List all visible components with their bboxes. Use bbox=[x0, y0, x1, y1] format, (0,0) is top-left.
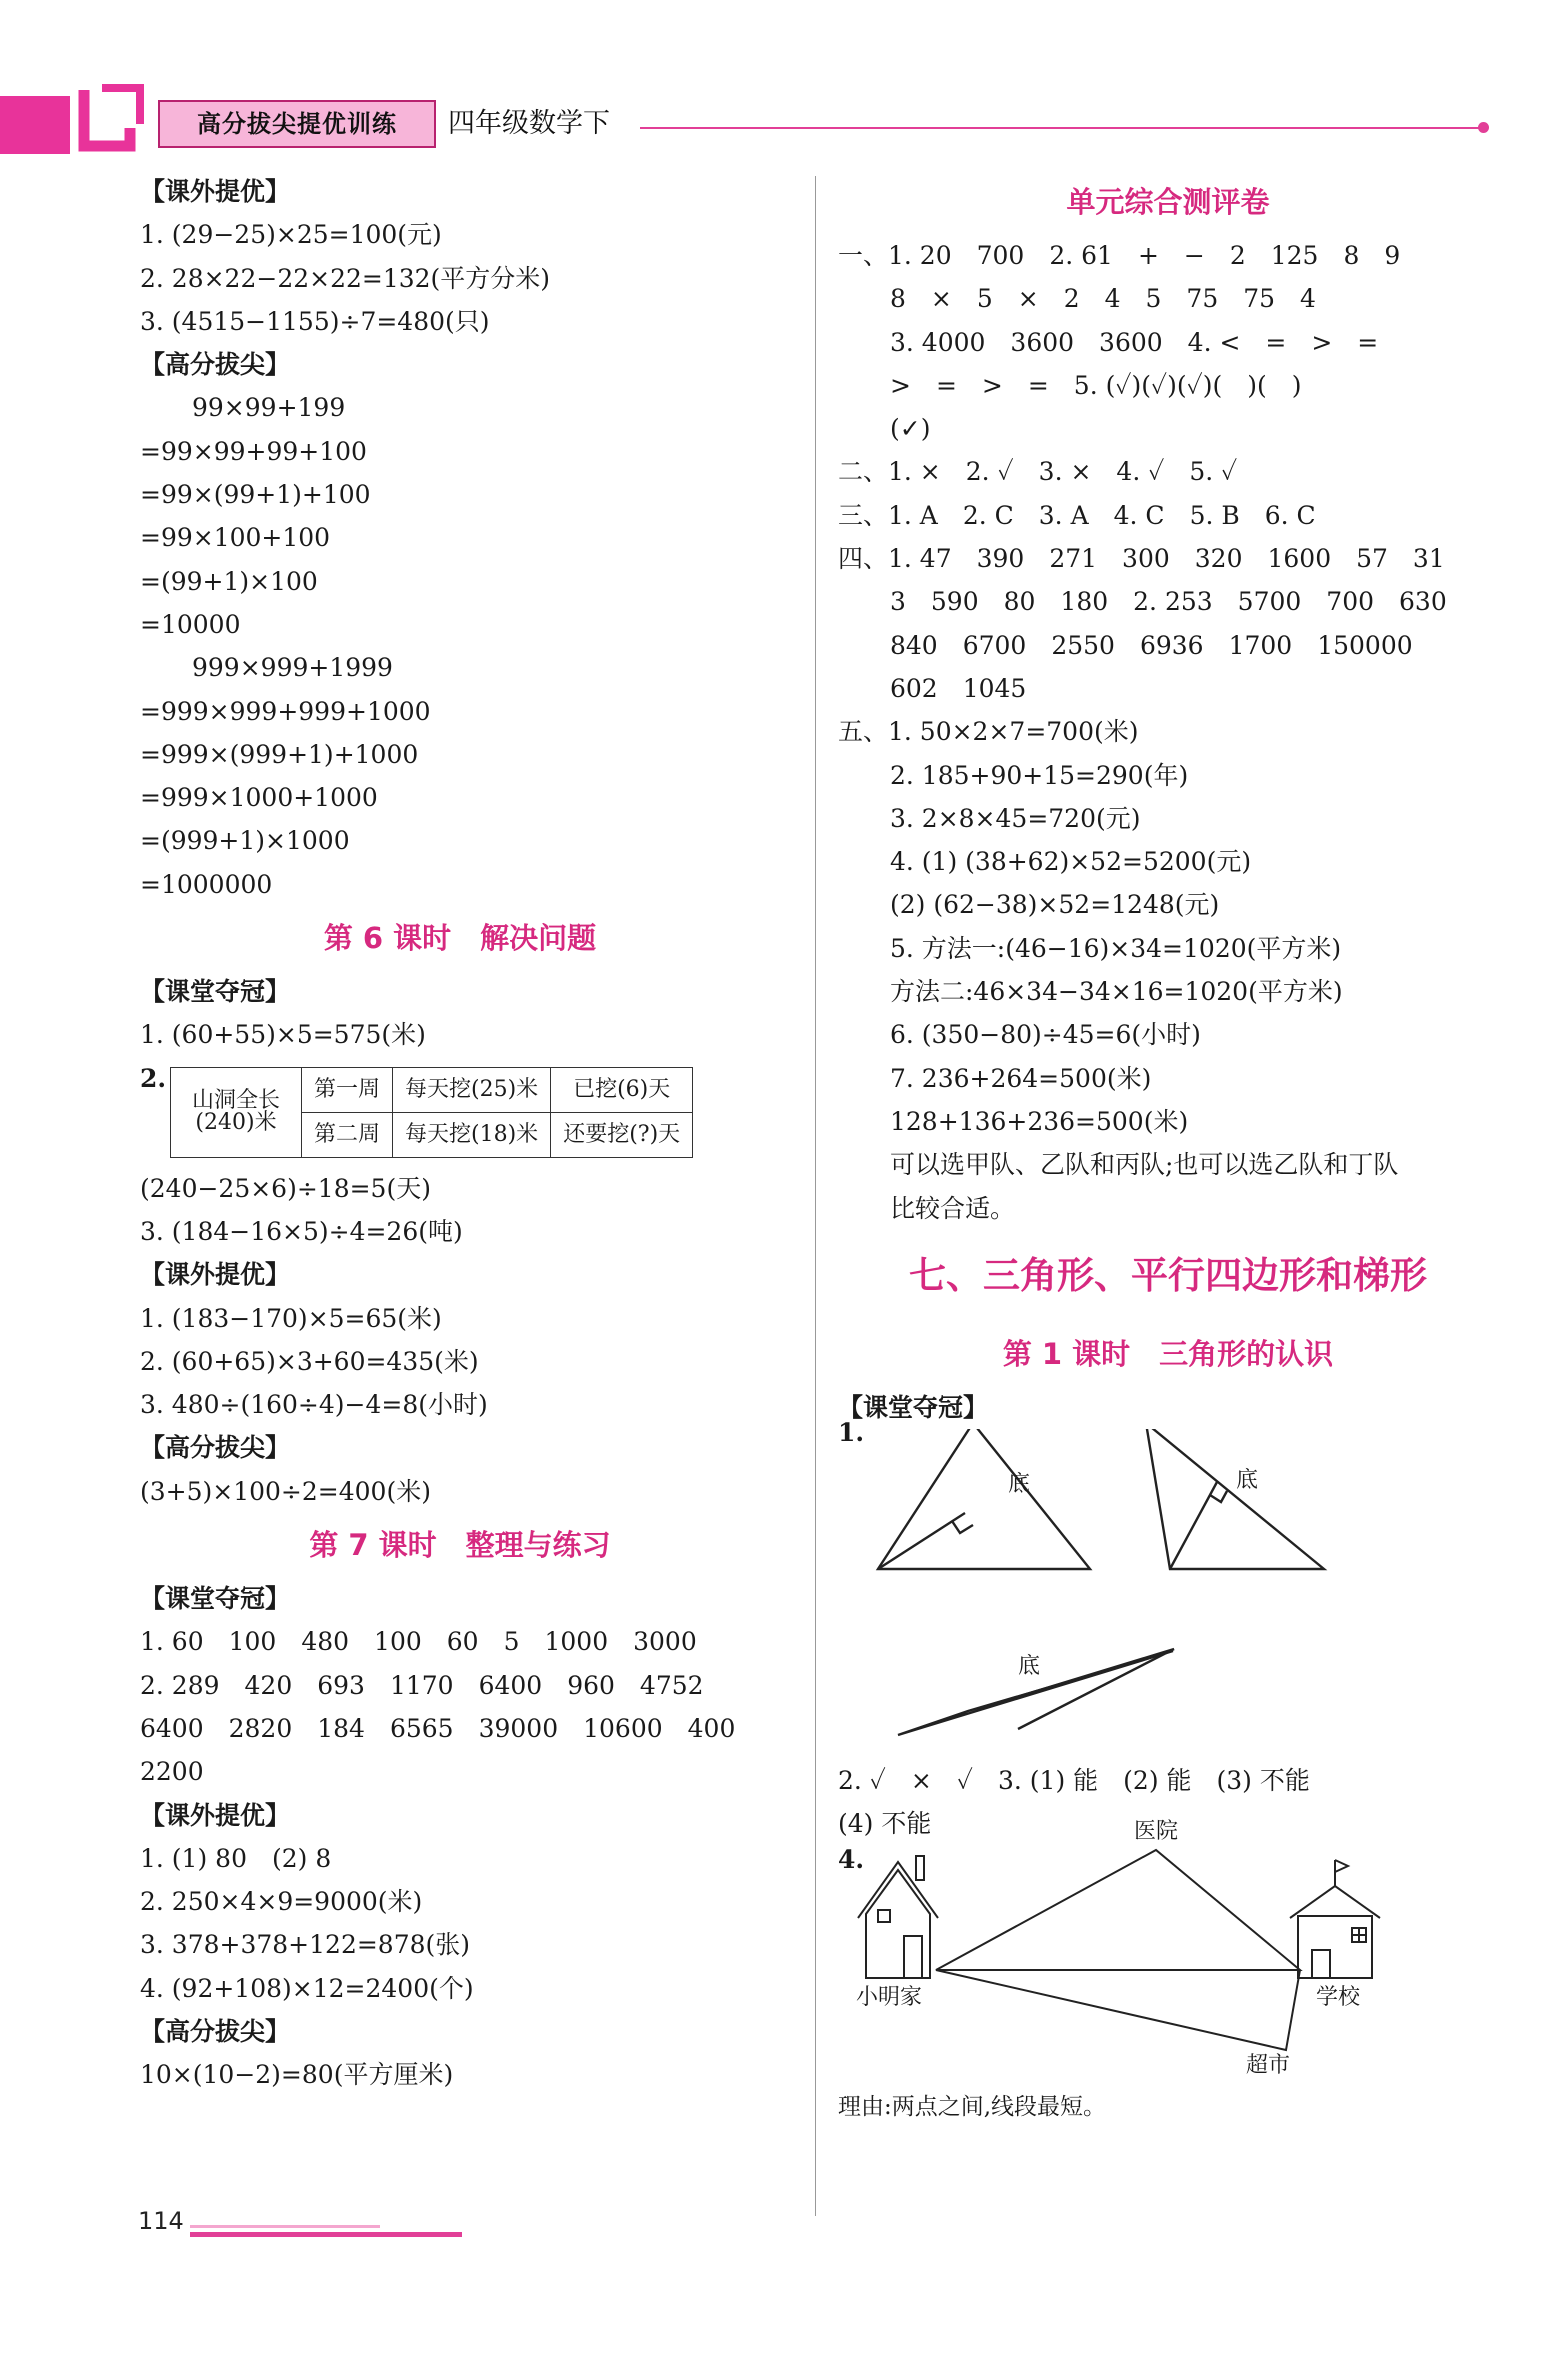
answer-line: 2. 28×22−22×22=132(平方分米) bbox=[140, 263, 551, 293]
calc-line: =999×1000+1000 bbox=[140, 783, 378, 813]
calc-line: =10000 bbox=[140, 609, 241, 639]
table-cell-total bbox=[171, 1067, 302, 1157]
table-cell-days: 还要挖(?)天 bbox=[551, 1112, 693, 1157]
answer-line: 10×(10−2)=80(平方厘米) bbox=[140, 2060, 454, 2090]
lesson-title: 第 1 课时 三角形的认识 bbox=[1002, 1336, 1334, 1371]
answer-line: 840 6700 2550 6936 1700 150000 bbox=[890, 630, 1413, 660]
answer-line: 1. 60 100 480 100 60 5 1000 3000 bbox=[140, 1627, 697, 1657]
reason-line: 理由:两点之间,线段最短。 bbox=[838, 2093, 1107, 2120]
section-heading: 【课外提优】 bbox=[140, 1800, 291, 1830]
answer-line: 3. 2×8×45=720(元) bbox=[890, 803, 1141, 833]
table-cell-days: 已挖(6)天 bbox=[551, 1067, 693, 1112]
calc-line: =1000000 bbox=[140, 869, 273, 899]
answer-line: 可以选甲队、乙队和丙队;也可以选乙队和丁队 bbox=[890, 1150, 1399, 1180]
answer-line: 1. (29−25)×25=100(元) bbox=[140, 220, 442, 250]
answer-line: 2. 185+90+15=290(年) bbox=[890, 760, 1189, 790]
question-number: 1. bbox=[838, 1418, 865, 1448]
answer-line: 3. 378+378+122=878(张) bbox=[140, 1930, 471, 1960]
left-column bbox=[140, 170, 780, 2097]
chapter-title: 七、三角形、平行四边形和梯形 bbox=[909, 1253, 1427, 1297]
answer-line: 1. (1) 80 (2) 8 bbox=[140, 1843, 332, 1873]
answer-line: 1. (183−170)×5=65(米) bbox=[140, 1303, 442, 1333]
calc-line: =(99+1)×100 bbox=[140, 566, 318, 596]
answer-line: 602 1045 bbox=[890, 673, 1027, 703]
answer-line: (240−25×6)÷18=5(天) bbox=[140, 1173, 431, 1203]
answer-line: 2. 250×4×9=9000(米) bbox=[140, 1887, 423, 1917]
answer-line: 四、1. 47 390 271 300 320 1600 57 31 bbox=[838, 544, 1445, 574]
table-cell-week: 第一周 bbox=[302, 1067, 393, 1112]
section-heading: 【高分拔尖】 bbox=[140, 350, 291, 380]
calc-line: =99×(99+1)+100 bbox=[140, 480, 371, 510]
answer-line: 2200 bbox=[140, 1757, 204, 1787]
calc-line: 999×999+1999 bbox=[192, 653, 393, 683]
calc-line: =(999+1)×1000 bbox=[140, 826, 350, 856]
answer-line: 1. (60+55)×5=575(米) bbox=[140, 1020, 426, 1050]
answer-line: (✓) bbox=[890, 414, 931, 444]
question-number: 4. bbox=[838, 1844, 865, 1874]
answer-line: 3. 4000 3600 3600 4. < = > = bbox=[890, 327, 1379, 357]
triangle-drawings bbox=[838, 1429, 1498, 1759]
table-cell-week: 第二周 bbox=[302, 1112, 393, 1157]
table-cell-text: (240)米 bbox=[195, 1110, 277, 1136]
answer-line: 一、1. 20 700 2. 61 + − 2 125 8 9 bbox=[838, 241, 1401, 270]
question-number: 2. bbox=[140, 1063, 167, 1093]
calc-line: =99×99+99+100 bbox=[140, 436, 367, 466]
answer-line: 8 × 5 × 2 4 5 75 75 4 bbox=[890, 284, 1316, 314]
calc-line: =999×999+999+1000 bbox=[140, 696, 431, 726]
answer-line: (3+5)×100÷2=400(米) bbox=[140, 1476, 431, 1506]
answer-line: 2. 289 420 693 1170 6400 960 4752 bbox=[140, 1670, 704, 1700]
answer-line: 3 590 80 180 2. 253 5700 700 630 bbox=[890, 587, 1447, 617]
subject-title: 四年级数学下 bbox=[448, 108, 610, 139]
home-label: 小明家 bbox=[856, 1984, 923, 2010]
shortest-path-drawing bbox=[838, 1846, 1498, 2086]
section-heading: 【高分拔尖】 bbox=[140, 2016, 291, 2046]
school-label: 学校 bbox=[1316, 1984, 1361, 2010]
column-divider bbox=[815, 176, 816, 2216]
answer-line: 3. (4515−1155)÷7=480(只) bbox=[140, 306, 490, 336]
answer-line: 3. (184−16×5)÷4=26(吨) bbox=[140, 1216, 463, 1246]
answer-line: 4. (92+108)×12=2400(个) bbox=[140, 1973, 474, 2003]
lesson-title: 第 6 课时 解决问题 bbox=[323, 921, 597, 956]
section-heading: 【课外提优】 bbox=[140, 1260, 291, 1290]
series-title: 高分拔尖提优训练 bbox=[158, 100, 436, 148]
unit-test-title: 单元综合测评卷 bbox=[1066, 185, 1270, 219]
answer-line: 7. 236+264=500(米) bbox=[890, 1063, 1152, 1093]
answer-line: 三、1. A 2. C 3. A 4. C 5. B 6. C bbox=[838, 500, 1316, 530]
table-cell-text: 山洞全长 bbox=[191, 1088, 280, 1114]
answer-line: 五、1. 50×2×7=700(米) bbox=[838, 717, 1139, 747]
market-label: 超市 bbox=[1246, 2052, 1291, 2078]
header-bracket-logo bbox=[70, 84, 152, 156]
table-cell-rate: 每天挖(25)米 bbox=[393, 1067, 551, 1112]
answer-line: 6. (350−80)÷45=6(小时) bbox=[890, 1020, 1201, 1050]
answer-line: > = > = 5. (✓)(✓)(✓)( )( ) bbox=[890, 370, 1302, 400]
answer-line: (2) (62−38)×52=1248(元) bbox=[890, 890, 1220, 920]
answer-line: 方法二:46×34−34×16=1020(平方米) bbox=[890, 977, 1343, 1007]
footer-rule bbox=[190, 2232, 462, 2237]
answer-line: 4. (1) (38+62)×52=5200(元) bbox=[890, 847, 1252, 877]
lesson-title: 第 7 课时 整理与练习 bbox=[309, 1528, 611, 1563]
section-heading: 【课堂夺冠】 bbox=[838, 1392, 989, 1422]
answer-line: 5. 方法一:(46−16)×34=1020(平方米) bbox=[890, 933, 1342, 963]
answer-line: 比较合适。 bbox=[890, 1193, 1016, 1223]
answer-line: (4) 不能 bbox=[838, 1809, 932, 1839]
tunnel-table-block bbox=[140, 1057, 780, 1167]
section-heading: 【课堂夺冠】 bbox=[140, 1584, 291, 1614]
page-header bbox=[0, 0, 1558, 170]
header-rule-dot bbox=[1478, 122, 1489, 133]
right-column bbox=[838, 170, 1498, 2129]
hospital-label: 医院 bbox=[1134, 1818, 1179, 1844]
triangle-heights-figure bbox=[838, 1418, 1498, 1759]
answer-line: 6400 2820 184 6565 39000 10600 400 bbox=[140, 1713, 736, 1743]
tunnel-table bbox=[170, 1067, 693, 1158]
calc-line: 99×99+199 bbox=[192, 393, 346, 423]
answer-line: 2. ✓ × ✓ 3. (1) 能 (2) 能 (3) 不能 bbox=[838, 1766, 1310, 1796]
base-label: 底 bbox=[1008, 1472, 1031, 1498]
base-label: 底 bbox=[1018, 1654, 1041, 1680]
section-heading: 【课外提优】 bbox=[140, 177, 291, 206]
answer-line: 二、1. × 2. ✓ 3. × 4. ✓ 5. ✓ bbox=[838, 457, 1238, 487]
table-cell-rate: 每天挖(18)米 bbox=[393, 1112, 551, 1157]
calc-line: =99×100+100 bbox=[140, 523, 331, 553]
header-color-band bbox=[0, 96, 70, 154]
answer-line: 3. 480÷(160÷4)−4=8(小时) bbox=[140, 1390, 488, 1420]
section-heading: 【高分拔尖】 bbox=[140, 1433, 291, 1463]
base-label: 底 bbox=[1236, 1468, 1259, 1494]
answer-line: 2. (60+65)×3+60=435(米) bbox=[140, 1346, 479, 1376]
calc-line: =999×(999+1)+1000 bbox=[140, 739, 419, 769]
answer-line: 128+136+236=500(米) bbox=[890, 1106, 1189, 1136]
header-rule bbox=[640, 127, 1484, 129]
section-heading: 【课堂夺冠】 bbox=[140, 977, 291, 1007]
page-number: 114 bbox=[138, 2207, 184, 2235]
footer-rule-light bbox=[190, 2225, 380, 2228]
